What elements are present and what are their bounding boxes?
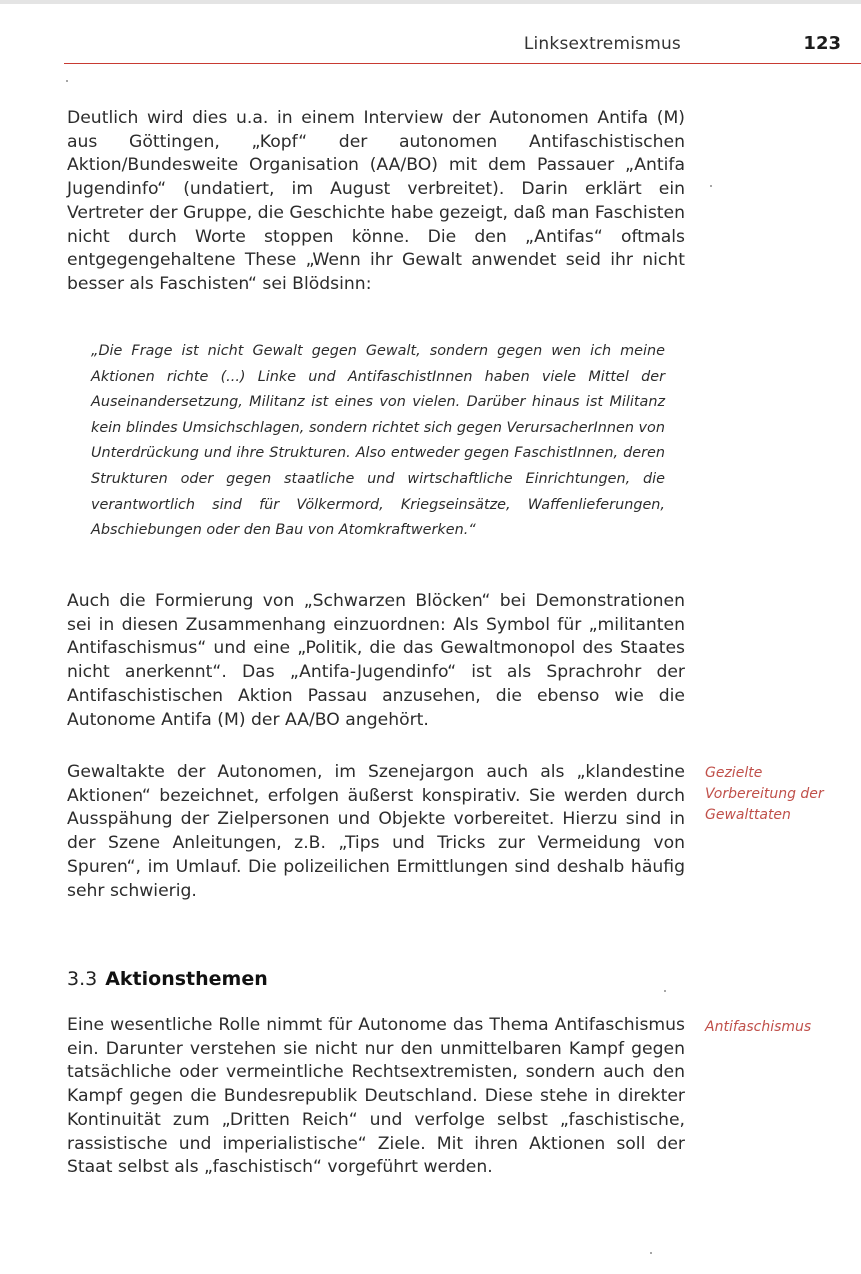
scan-speck [710, 185, 712, 187]
page-number: 123 [803, 33, 841, 54]
margin-note-line: Vorbereitung der [705, 786, 824, 802]
body-paragraph-gewaltakte: Gewaltakte der Autonomen, im Szenejargon auch als „klandestine Aktionen“ bezeichnet, erfolgen äußerst konspirativ. Sie werden durch Ausspähung der Zielpersonen und Objekte vorbereitet. Hierzu sind in der Szene Anleitungen, z.B. „Tips und Tricks zur Vermeidung von Spuren“, im Umlauf. Die polizeilichen Ermittlungen sind deshalb häufig sehr schwierig. [67, 762, 685, 901]
scan-speck [650, 1252, 652, 1254]
scan-speck [66, 80, 68, 82]
body-paragraph-schwarze-bloecke: Auch die Formierung von „Schwarzen Blöcken“ bei Demonstrationen sei in diesen Zusammenhang einzuordnen: Als Symbol für „militanten Antifaschismus“ und eine „Politik, die das Gewaltmonopol des Staates nicht anerkennt“. Das „Antifa-Jugendinfo“ ist als Sprachrohr der Antifaschistischen Aktion Passau anzusehen, die ebenso wie die Autonome Antifa (M) der AA/BO angehört. [67, 591, 685, 730]
margin-note-line: Antifaschismus [705, 1019, 812, 1035]
margin-note-antifaschismus [705, 1017, 855, 1038]
running-header-title: Linksextremismus [523, 34, 681, 54]
body-paragraph-antifaschismus: Eine wesentliche Rolle nimmt für Autonome das Thema Antifaschismus ein. Darunter verstehen sie nicht nur den unmittelbaren Kampf gegen tatsächliche oder vermeintliche Rechtsextremisten, sondern auch den Kampf gegen die Bundesrepublik Deutschland. Diese stehe in direkter Kontinuität zum „Dritten Reich“ und verfolge selbst „faschistische, rassistische und imperialistische“ Ziele. Mit ihren Aktionen soll der Staat selbst als „faschistisch“ vorgeführt werden. [67, 1015, 685, 1178]
margin-note-gewalttaten [705, 763, 855, 826]
margin-note-line: Gezielte [705, 765, 763, 781]
page-top-edge [0, 0, 861, 4]
margin-note-line: Gewalttaten [705, 807, 791, 823]
section-heading [67, 968, 268, 990]
section-number: 3.3 [67, 968, 98, 990]
body-paragraph-interview: Deutlich wird dies u.a. in einem Interview der Autonomen Antifa (M) aus Göttingen, „Kopf“ der autonomen Antifaschistischen Aktion/Bundesweite Organisation (AA/BO) mit dem Passauer „Antifa Jugendinfo“ (undatiert, im August verbreitet). Darin erklärt ein Vertreter der Gruppe, die Geschichte habe gezeigt, daß man Faschisten nicht durch Worte stoppen könne. Die den „Antifas“ oftmals entgegengehaltene These „Wenn ihr Gewalt anwendet seid ihr nicht besser als Faschisten“ sei Blödsinn: [67, 108, 685, 294]
header-rule [64, 63, 861, 64]
scan-speck [664, 990, 666, 992]
section-title: Aktionsthemen [105, 968, 268, 990]
block-quote: „Die Frage ist nicht Gewalt gegen Gewalt, sondern gegen wen ich meine Aktionen richte (...) Linke und AntifaschistInnen haben viele Mittel der Auseinandersetzung, Militanz ist eines von vielen. Darüber hinaus ist Militanz kein blindes Umsichschlagen, sondern richtet sich gegen VerursacherInnen von Unterdrückung und ihre Strukturen. Also entweder gegen FaschistInnen, deren Strukturen oder gegen staatliche und wirtschaftliche Einrichtungen, die verantwortlich sind für Völkermord, Kriegseinsätze, Waffenlieferungen, Abschiebungen oder den Bau von Atomkraftwerken.“ [91, 343, 665, 539]
